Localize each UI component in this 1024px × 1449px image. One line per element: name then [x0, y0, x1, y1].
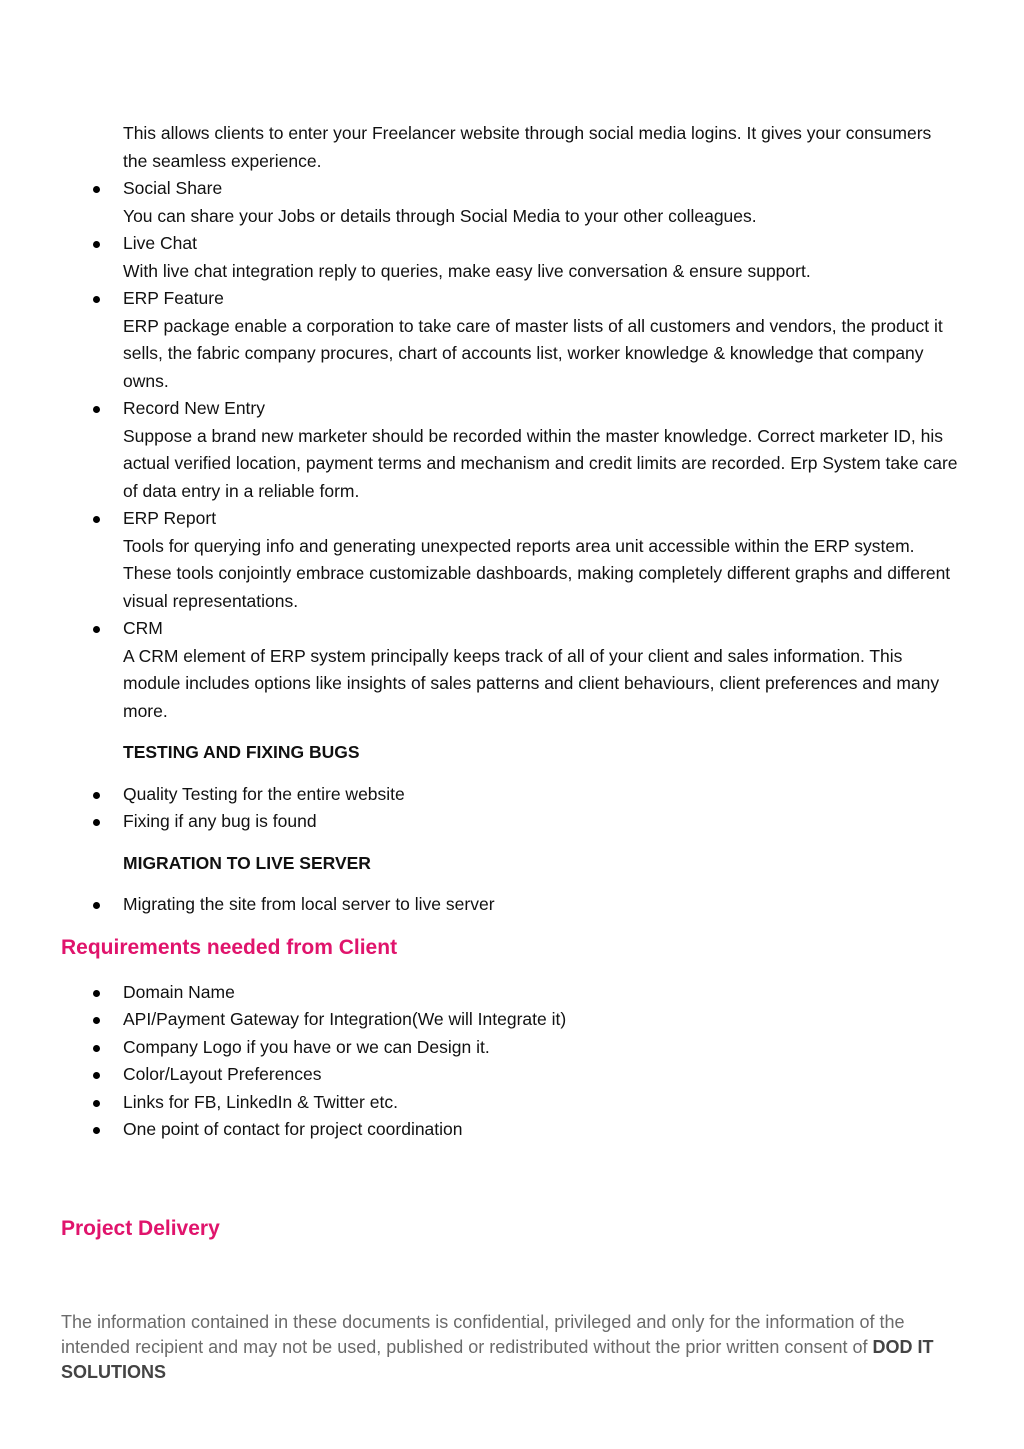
requirements-heading: Requirements needed from Client	[61, 935, 398, 959]
feature-item	[123, 285, 958, 395]
list-item	[123, 808, 958, 836]
feature-description: You can share your Jobs or details through Social Media to your other colleagues.	[123, 205, 757, 226]
project-delivery-heading: Project Delivery	[61, 1217, 220, 1240]
bullet-icon	[93, 296, 100, 303]
list-item-label: Company Logo if you have or we can Design it.	[123, 1036, 490, 1057]
feature-item	[123, 175, 958, 230]
bullet-icon	[93, 792, 100, 799]
bullet-icon	[93, 902, 100, 909]
bullet-icon	[93, 819, 100, 826]
bullet-icon	[93, 990, 100, 997]
intro-paragraph: This allows clients to enter your Freelancer website through social media logins. It gives your consumers the seamless experience.	[123, 123, 932, 171]
list-item-label: Links for FB, LinkedIn & Twitter etc.	[123, 1091, 398, 1112]
bullet-icon	[93, 186, 100, 193]
feature-description: A CRM element of ERP system principally keeps track of all of your client and sales information. This module includes options like insights of sales patterns and client behaviours, client preferences and many more.	[123, 645, 940, 721]
footer-company: DOD IT SOLUTIONS	[61, 1337, 934, 1382]
feature-description: Tools for querying info and generating unexpected reports area unit accessible within the ERP system. These tools conjointly embrace customizable dashboards, making completely different graphs and different visual representations.	[123, 535, 951, 611]
bullet-icon	[93, 1072, 100, 1079]
list-item-label: Quality Testing for the entire website	[123, 783, 405, 804]
bullet-icon	[93, 1127, 100, 1134]
bullet-icon	[93, 626, 100, 633]
testing-list	[0, 781, 1024, 836]
feature-title: Record New Entry	[123, 398, 265, 418]
list-item-label: Fixing if any bug is found	[123, 811, 317, 831]
list-item	[123, 1116, 958, 1144]
bullet-icon	[93, 1017, 100, 1024]
list-item-label: Domain Name	[123, 981, 235, 1002]
list-item	[123, 1061, 958, 1089]
bullet-icon	[93, 1100, 100, 1107]
confidentiality-footer	[61, 1310, 951, 1385]
bullet-icon	[93, 1045, 100, 1052]
list-item	[123, 891, 958, 919]
feature-title: Live Chat	[123, 233, 197, 253]
migration-list	[0, 891, 1024, 919]
feature-item	[123, 395, 958, 505]
feature-item	[123, 615, 958, 725]
requirements-list	[0, 979, 1024, 1144]
list-item	[123, 1034, 958, 1062]
testing-heading: TESTING AND FIXING BUGS	[123, 742, 360, 762]
feature-item	[123, 230, 958, 285]
list-item	[123, 1089, 958, 1117]
list-item	[123, 781, 958, 809]
list-item-label: Color/Layout Preferences	[123, 1064, 322, 1084]
feature-title: ERP Feature	[123, 288, 224, 308]
list-item	[123, 979, 958, 1007]
bullet-icon	[93, 241, 100, 248]
migration-heading: MIGRATION TO LIVE SERVER	[123, 852, 371, 873]
bullet-icon	[93, 406, 100, 413]
footer-text: The information contained in these documents is confidential, privileged and only for the information of the intended recipient and may not be used, published or redistributed without the prior written consent of	[61, 1312, 905, 1357]
feature-list	[0, 175, 1024, 725]
bullet-icon	[93, 516, 100, 523]
feature-title: Social Share	[123, 178, 223, 198]
feature-description: Suppose a brand new marketer should be recorded within the master knowledge. Correct marketer ID, his actual verified location, payment terms and mechanism and credit limits are recorded. Erp System take care of data entry in a reliable form.	[123, 425, 958, 501]
list-item-label: One point of contact for project coordination	[123, 1119, 463, 1139]
feature-title: CRM	[123, 618, 163, 638]
feature-item	[123, 505, 958, 615]
list-item-label: API/Payment Gateway for Integration(We will Integrate it)	[123, 1009, 567, 1029]
feature-description: With live chat integration reply to queries, make easy live conversation & ensure support.	[123, 260, 811, 281]
feature-description: ERP package enable a corporation to take care of master lists of all customers and vendors, the product it sells, the fabric company procures, chart of accounts list, worker knowledge & knowledge that company owns.	[123, 315, 943, 391]
page-content	[0, 120, 1024, 1144]
list-item-label: Migrating the site from local server to live server	[123, 894, 495, 914]
feature-title: ERP Report	[123, 508, 217, 528]
list-item	[123, 1006, 958, 1034]
